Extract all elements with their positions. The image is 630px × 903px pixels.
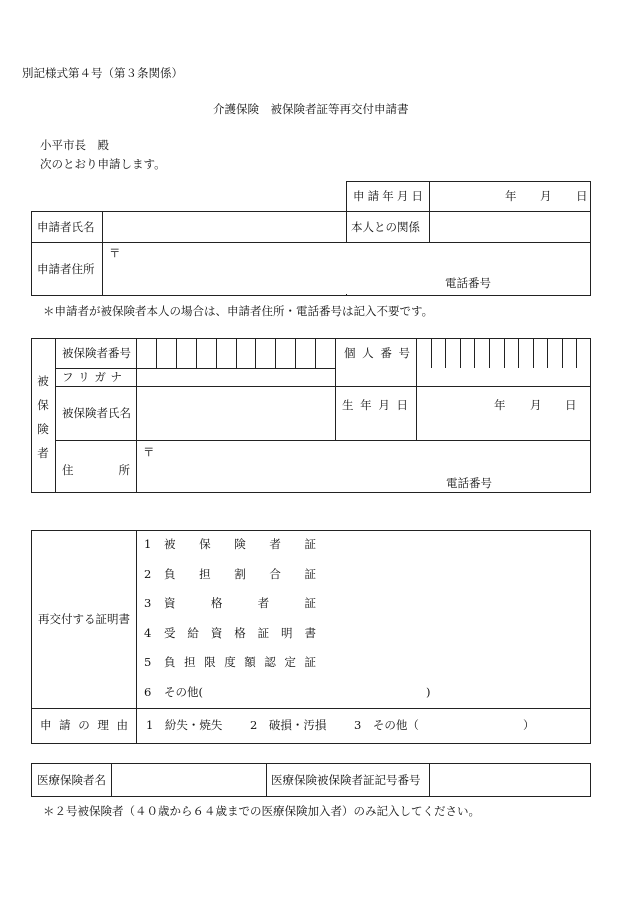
label-char: 保 (199, 537, 211, 551)
label-char: 個 (344, 346, 356, 360)
applicant-table (31, 181, 591, 296)
reason-option-2[interactable]: 2 破損・汚損 (250, 718, 327, 732)
insured-name-field[interactable] (137, 387, 334, 439)
reason-other-close: ） (523, 718, 535, 732)
reissue-label: 再交付する証明書 (38, 612, 130, 626)
label-char: フ (62, 370, 74, 384)
applicant-address-label: 申請者住所 (37, 262, 95, 276)
insured-postal-mark: 〒 (143, 445, 155, 459)
birth-month: 月 (530, 398, 542, 412)
label-char: 月 (396, 189, 409, 203)
label-char: 証 (304, 596, 316, 610)
label-char: 定 (284, 655, 296, 669)
label-char: 由 (116, 718, 128, 732)
furigana-field[interactable] (137, 369, 334, 386)
relation-label: 本人との関係 (351, 220, 420, 234)
medical-number-label: 医療保険被保険者証記号番号 (271, 773, 421, 787)
label-char: 証 (304, 537, 316, 551)
application-date-month: 月 (540, 189, 552, 203)
reissue-table (31, 530, 591, 744)
label-char: 担 (184, 655, 196, 669)
birth-day: 日 (565, 398, 577, 412)
reissue-item-text (164, 657, 316, 669)
label-char: ガ (94, 370, 106, 384)
label-char: 受 (164, 626, 176, 640)
reissue-item[interactable] (144, 628, 316, 640)
label-char: 担 (199, 567, 211, 581)
insured-phone-label: 電話番号 (446, 476, 492, 490)
reason-option-3[interactable]: 3 その他（ (354, 718, 419, 732)
digit-divider (236, 339, 237, 368)
digit-divider (562, 339, 563, 368)
label-char: 被 (164, 537, 176, 551)
digit-divider (533, 339, 534, 368)
label-char: 住 (62, 463, 74, 477)
digit-divider (196, 339, 197, 368)
label-char: 限 (204, 655, 216, 669)
label-char: 額 (244, 655, 256, 669)
label-char: 月 (378, 398, 390, 412)
label-char: 証 (257, 626, 270, 640)
label-char: 格 (210, 596, 223, 610)
reissue-item-number: 4 (144, 626, 152, 640)
digit-divider (295, 339, 296, 368)
label-char: 理 (97, 718, 109, 732)
medical-table (31, 763, 591, 797)
label-char: 請 (367, 189, 380, 203)
label-char: 負 (164, 655, 176, 669)
reissue-item-text: その他( (164, 685, 203, 699)
reissue-item-number: 5 (144, 655, 152, 669)
label-char: 日 (411, 189, 423, 203)
birth-date-label (342, 400, 408, 412)
application-date-day: 日 (576, 189, 588, 203)
insured-address-label (62, 465, 130, 477)
reason-label (40, 720, 128, 732)
application-date-label (353, 191, 423, 203)
label-char: 資 (164, 596, 176, 610)
label-char: 負 (164, 567, 176, 581)
reissue-item[interactable] (144, 657, 316, 669)
relation-field[interactable] (430, 212, 589, 241)
label-char: 号 (398, 346, 410, 360)
label-char: 所 (118, 463, 130, 477)
label-char: 割 (234, 567, 246, 581)
label-char: 者 (269, 537, 281, 551)
label-char: 度 (224, 655, 236, 669)
digit-divider (431, 339, 432, 368)
digit-divider (445, 339, 446, 368)
insured-side-label: 被保険者 (37, 374, 49, 460)
form-number: 別記様式第４号（第３条関係） (22, 66, 183, 80)
digit-divider (460, 339, 461, 368)
reissue-item-number: 3 (144, 596, 152, 610)
applicant-name-field[interactable] (103, 212, 345, 241)
reissue-other-close: ) (426, 685, 431, 699)
note-medical: ＊２号被保険者（４０歳から６４歳までの医療保険加入者）のみ記入してください。 (43, 804, 480, 818)
furigana-label (62, 372, 122, 384)
digit-divider (216, 339, 217, 368)
label-char: 年 (360, 398, 372, 412)
reason-option-1[interactable]: 1 紛失・焼失 (146, 718, 223, 732)
label-char: の (78, 718, 90, 732)
label-char: 合 (269, 567, 281, 581)
applicant-phone-label: 電話番号 (445, 276, 491, 290)
insured-name-label: 被保険者氏名 (62, 406, 131, 420)
personal-number-label (344, 348, 410, 360)
medical-insurer-field[interactable] (112, 765, 265, 796)
digit-divider (176, 339, 177, 368)
intro-text: 次のとおり申請します。 (40, 157, 166, 171)
reissue-item[interactable] (144, 539, 316, 551)
label-char: 険 (234, 537, 246, 551)
label-char: 給 (187, 626, 199, 640)
reissue-item[interactable] (144, 598, 316, 610)
personal-number-grid[interactable] (416, 339, 591, 368)
label-char: 書 (304, 626, 316, 640)
label-char: 人 (362, 346, 374, 360)
reissue-item-number: 2 (144, 567, 152, 581)
addressee: 小平市長 殿 (40, 138, 109, 152)
reissue-item-other[interactable] (144, 685, 431, 699)
label-char: 格 (234, 626, 246, 640)
digit-divider (255, 339, 256, 368)
label-char: 日 (396, 398, 408, 412)
medical-number-field[interactable] (430, 765, 590, 796)
reissue-item-text (164, 569, 316, 581)
insured-address-field[interactable] (137, 441, 590, 493)
digit-divider (547, 339, 548, 368)
label-char: 認 (264, 655, 276, 669)
digit-divider (275, 339, 276, 368)
insured-number-grid[interactable] (136, 339, 335, 368)
reissue-item-text (164, 598, 316, 610)
label-char: 証 (304, 655, 316, 669)
applicant-name-label: 申請者氏名 (37, 220, 95, 234)
digit-divider (489, 339, 490, 368)
label-char: 請 (59, 718, 71, 732)
digit-divider (474, 339, 475, 368)
applicant-postal-mark: 〒 (109, 246, 121, 260)
digit-divider (156, 339, 157, 368)
label-char: 番 (380, 346, 392, 360)
applicant-address-field[interactable] (103, 243, 589, 294)
reissue-item-number: 1 (144, 537, 152, 551)
digit-divider (504, 339, 505, 368)
label-char: 証 (304, 567, 316, 581)
birth-year: 年 (494, 398, 506, 412)
note-applicant: ＊申請者が被保険者本人の場合は、申請者住所・電話番号は記入不要です。 (43, 304, 434, 318)
reissue-item-text (164, 628, 316, 640)
label-char: ナ (110, 370, 122, 384)
reissue-item-text (164, 539, 316, 551)
application-date-year: 年 (505, 189, 517, 203)
label-char: 生 (342, 398, 354, 412)
digit-divider (576, 339, 577, 368)
digit-divider (315, 339, 316, 368)
reissue-item-list (144, 531, 584, 708)
label-char: 明 (281, 626, 293, 640)
page-title: 介護保険 被保険者証等再交付申請書 (213, 102, 409, 116)
digit-divider (518, 339, 519, 368)
label-char: 申 (40, 718, 52, 732)
reissue-item-number: 6 (144, 685, 152, 699)
medical-insurer-label: 医療保険者名 (37, 773, 106, 787)
label-char: 者 (257, 596, 270, 610)
insured-table (31, 338, 591, 493)
label-char: 申 (353, 189, 365, 203)
reissue-item[interactable] (144, 569, 316, 581)
insured-number-label: 被保険者番号 (62, 346, 131, 360)
label-char: リ (78, 370, 90, 384)
label-char: 資 (210, 626, 223, 640)
label-char: 年 (382, 189, 394, 203)
